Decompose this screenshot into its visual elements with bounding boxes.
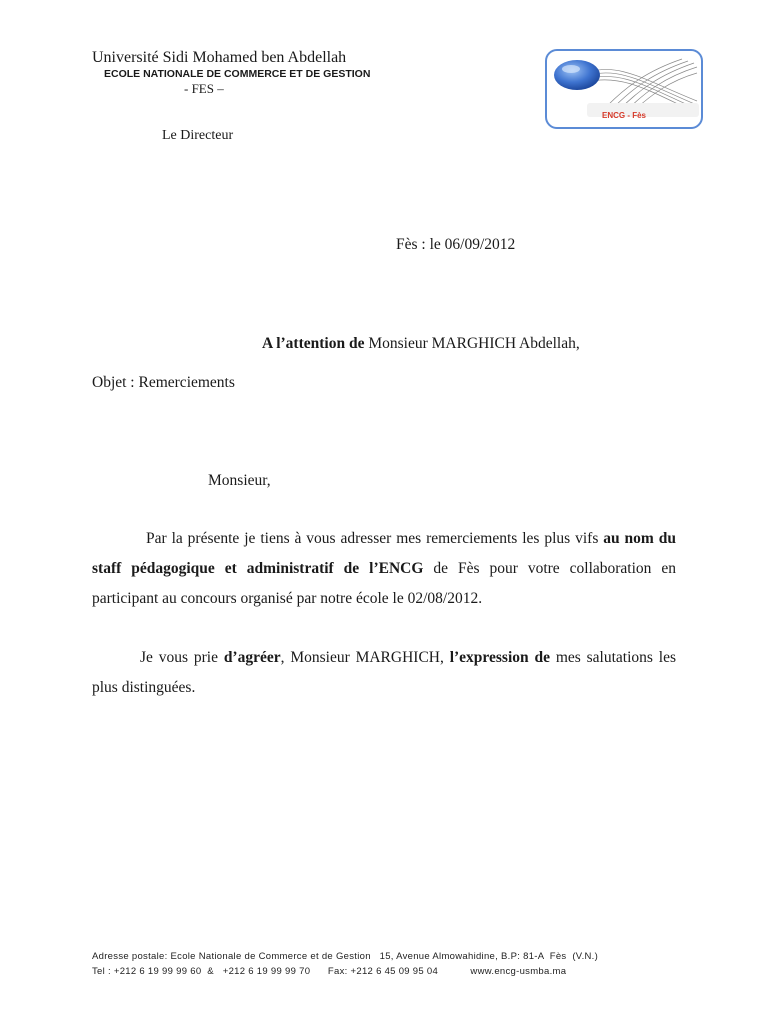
school-city: - FES – bbox=[184, 81, 224, 96]
p2-text-b: , Monsieur MARGHICH, bbox=[280, 649, 450, 666]
p1-text-a: Par la présente je tiens à vous adresser mes remerciements les plus vifs bbox=[146, 530, 604, 547]
school-name: ECOLE NATIONALE DE COMMERCE ET DE GESTION bbox=[104, 68, 371, 80]
p2-bold-1: d’agréer bbox=[223, 649, 281, 666]
footer-address: Adresse postale: Ecole Nationale de Commerce et de Gestion 15, Avenue Almowahidine, B.P: 81-A Fès (V.N.) bbox=[92, 951, 599, 962]
p2-text-c: mes salutations les plus distinguées. bbox=[92, 649, 676, 696]
logo-label: ENCG - Fès bbox=[601, 111, 646, 120]
salutation: Monsieur, bbox=[208, 472, 271, 489]
sender-role: Le Directeur bbox=[162, 128, 234, 143]
recipient-name: Monsieur MARGHICH Abdellah, bbox=[364, 335, 580, 352]
university-name: Université Sidi Mohamed ben Abdellah bbox=[92, 49, 347, 66]
letter-date: Fès : le 06/09/2012 bbox=[396, 236, 516, 253]
attention-prefix: A l’attention de bbox=[262, 335, 365, 352]
recipient-line bbox=[262, 335, 580, 353]
p2-text-a: Je vous prie bbox=[140, 649, 224, 666]
footer-contact: Tel : +212 6 19 99 99 60 & +212 6 19 99 99 70 Fax: +212 6 45 09 95 04 www.encg-usmba.ma bbox=[92, 966, 567, 977]
letter-subject: Objet : Remerciements bbox=[92, 374, 235, 391]
body-paragraph-2 bbox=[92, 643, 676, 703]
encg-logo bbox=[545, 49, 703, 129]
p2-bold-2: l’expression de bbox=[449, 649, 550, 666]
p1-bold: au nom du staff pédagogique et administratif de l’ENCG bbox=[92, 530, 676, 577]
body-paragraph-1 bbox=[92, 524, 676, 614]
p1-text-b: de Fès pour votre collaboration en participant au concours organisé par notre école le 02/08/2012. bbox=[92, 560, 676, 607]
